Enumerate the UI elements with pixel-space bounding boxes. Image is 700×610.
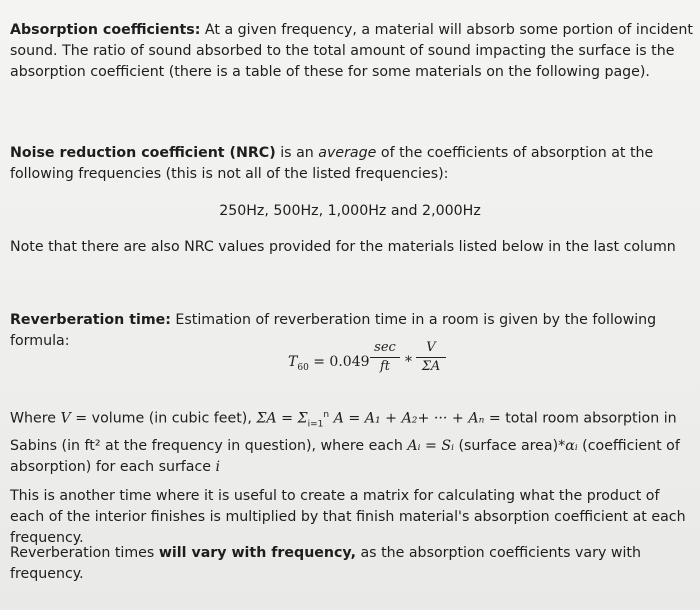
nrc-text-b: of the coefficients of absorption at the following frequencies (this is not all of the listed frequencies): [10, 145, 654, 182]
absorption-text: At a given frequency, a material will absorb some portion of incident sound. The ratio of sound absorbed to the total amount of sound impacting the surface is the absorption coefficient (there is a table of these for some materials on the following page). [10, 22, 693, 80]
reverb-text: Estimation of reverberation time in a room is given by the following formula: [10, 312, 657, 349]
matrix-paragraph: This is another time where it is useful to create a matrix for calculating what the product of each of the interior finishes is multiplied by that finish material's absorption coefficient at each frequency. [10, 488, 686, 546]
formula-fraction-time: sec ft [370, 340, 400, 375]
nrc-paragraph [10, 143, 694, 185]
where-paragraph: Where V = volume (in cubic feet), $\Sigma A = \Sigma_{i=1}^n$ A = A₁ + A₂+ ··· + Aₙ = total room absorption in Sabins (in ft² at the frequency in question), where each Aᵢ = Sᵢ (surface area)*αᵢ (coefficient of absorption) for each surface i [10, 410, 680, 475]
nrc-frequencies: 250Hz, 500Hz, 1,000Hz and 2,000Hz [219, 203, 481, 219]
nrc-note: Note that there are also NRC values provided for the materials listed below in the last column [10, 239, 676, 255]
nrc-emphasis: average [318, 145, 377, 161]
formula-times: * [405, 354, 412, 370]
formula-fraction-volume: V ΣA [416, 340, 446, 375]
reverb-paragraph [10, 310, 694, 352]
formula-lhs: $T_{60} = 0.049$ [288, 354, 370, 373]
absorption-heading: Absorption coefficients: [10, 22, 201, 38]
reverb-heading: Reverberation time: [10, 312, 171, 328]
vary-paragraph: Reverberation times will vary with frequency, as the absorption coefficients vary with frequency. [10, 545, 641, 582]
absorption-paragraph [10, 20, 694, 83]
nrc-heading: Noise reduction coefficient (NRC) [10, 145, 276, 161]
nrc-text-a: is an [275, 145, 319, 161]
